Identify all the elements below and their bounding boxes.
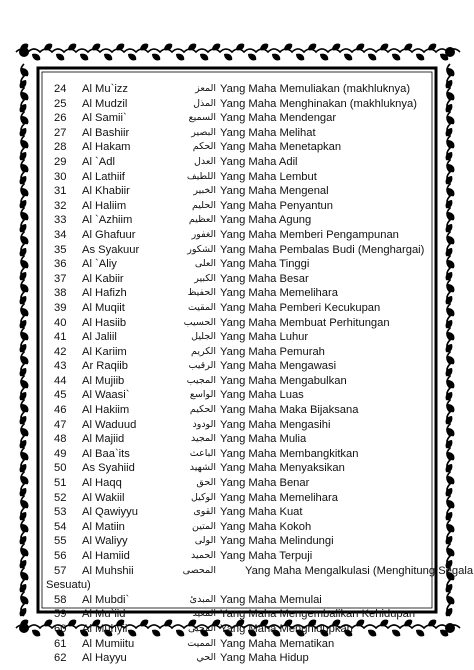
entry-number: 26 bbox=[54, 112, 67, 125]
entry-number: 45 bbox=[54, 389, 67, 402]
arabic-name: المجيب bbox=[186, 374, 216, 386]
list-item bbox=[54, 432, 454, 447]
latin-name: Al Mudzil bbox=[82, 97, 128, 110]
meaning-text: Yang Maha Penyantun bbox=[220, 199, 333, 212]
asmaul-husna-list bbox=[46, 82, 474, 666]
meaning-text: Yang Maha Menghinakan (makhluknya) bbox=[220, 97, 417, 110]
arabic-name: البصير bbox=[191, 126, 216, 138]
latin-name: Al `Aliy bbox=[82, 258, 117, 271]
latin-name: Al Hafizh bbox=[82, 287, 127, 300]
meaning-text: Yang Maha Adil bbox=[220, 155, 298, 168]
meaning-text: Yang Maha Pembalas Budi (Menghargai) bbox=[220, 243, 425, 256]
arabic-name: الكريم bbox=[191, 345, 216, 357]
meaning-text: Yang Maha Menyaksikan bbox=[220, 462, 345, 475]
entry-number: 56 bbox=[54, 550, 67, 562]
entry-number: 41 bbox=[54, 331, 67, 344]
meaning-text: Yang Maha Maka Bijaksana bbox=[220, 404, 359, 417]
latin-name: Al Mujiib bbox=[82, 374, 125, 387]
latin-name: Al Khabiir bbox=[82, 185, 130, 198]
arabic-name: الحميد bbox=[190, 550, 216, 561]
meaning-text: Yang Maha Memberi Pengampunan bbox=[220, 228, 399, 241]
latin-name: Al Muqiit bbox=[82, 301, 125, 314]
list-item bbox=[54, 374, 454, 389]
list-item bbox=[54, 243, 454, 258]
arabic-name: الشكور bbox=[187, 243, 216, 255]
arabic-name: المحصى bbox=[182, 564, 216, 576]
meaning-text: Yang Maha Mengasihi bbox=[220, 418, 331, 431]
meaning-continuation: Sesuatu) bbox=[46, 579, 91, 592]
entry-number: 62 bbox=[54, 652, 67, 665]
meaning-text: Yang Maha Mengawasi bbox=[220, 360, 337, 373]
meaning-text: Yang Maha Terpuji bbox=[220, 550, 313, 562]
arabic-name: الشهيد bbox=[189, 462, 216, 474]
arabic-name: المقيت bbox=[187, 301, 216, 313]
meaning-text: Yang Maha Memelihara bbox=[220, 287, 338, 300]
arabic-name: الحسيب bbox=[183, 316, 216, 328]
latin-name: Al Mubdi` bbox=[82, 593, 130, 606]
latin-name: Al Majiid bbox=[82, 433, 125, 446]
arabic-name: المذل bbox=[193, 97, 216, 109]
latin-name: Al Hakiim bbox=[82, 404, 130, 417]
meaning-text: Yang Maha Agung bbox=[220, 214, 312, 227]
latin-name: Al Waliyy bbox=[82, 535, 128, 548]
entry-number: 60 bbox=[54, 622, 67, 635]
latin-name: Al Mumiitu bbox=[82, 637, 135, 650]
meaning-text: Yang Maha Melihat bbox=[220, 126, 316, 139]
meaning-text: Yang Maha Melindungi bbox=[220, 535, 334, 548]
arabic-name: المجيد bbox=[190, 433, 216, 445]
entry-number: 59 bbox=[54, 608, 67, 621]
arabic-name: الكبير bbox=[194, 272, 216, 284]
latin-name: Ar Raqiib bbox=[82, 360, 129, 373]
arabic-name: السميع bbox=[188, 112, 216, 124]
meaning-text: Yang Maha Kokoh bbox=[220, 520, 312, 533]
latin-name: Al Muhyii bbox=[82, 622, 128, 635]
meaning-text: Yang Maha Luhur bbox=[220, 331, 309, 344]
entry-number: 61 bbox=[54, 637, 67, 650]
latin-name: Al Baa`its bbox=[82, 447, 130, 460]
arabic-name: الحفيظ bbox=[187, 287, 216, 299]
latin-name: Al Hamiid bbox=[82, 550, 130, 562]
list-item bbox=[54, 82, 454, 97]
list-item bbox=[54, 476, 454, 491]
arabic-name: الحي bbox=[196, 652, 216, 664]
meaning-text: Yang Maha Lembut bbox=[220, 170, 317, 183]
list-item bbox=[54, 359, 454, 374]
list-item bbox=[54, 388, 454, 403]
entry-number: 52 bbox=[54, 491, 67, 504]
list-item bbox=[54, 301, 454, 316]
meaning-text: Yang Maha Pemberi Kecukupan bbox=[220, 301, 381, 314]
entry-number: 47 bbox=[54, 418, 67, 431]
list-item bbox=[54, 97, 454, 112]
arabic-name: الولى bbox=[194, 535, 216, 547]
entry-number: 38 bbox=[54, 287, 67, 300]
list-item bbox=[54, 461, 454, 476]
list-item bbox=[54, 111, 454, 126]
latin-name: Al Ghafuur bbox=[82, 228, 136, 241]
meaning-text: Yang Maha Mengalkulasi (Menghitung Segala bbox=[245, 564, 474, 577]
meaning-text: Yang Maha Memuliakan (makhluknya) bbox=[220, 83, 411, 95]
entry-number: 25 bbox=[54, 97, 67, 110]
entry-number: 27 bbox=[54, 126, 67, 139]
meaning-text: Yang Maha Membuat Perhitungan bbox=[220, 316, 390, 329]
meaning-text: Yang Maha Memelihara bbox=[220, 491, 338, 504]
entry-number: 28 bbox=[54, 141, 67, 154]
list-item bbox=[54, 272, 454, 287]
arabic-name: القوى bbox=[193, 506, 216, 518]
list-item bbox=[54, 330, 454, 345]
latin-name: Al Waasi` bbox=[82, 389, 130, 402]
entry-number: 54 bbox=[54, 520, 67, 533]
meaning-text: Yang Maha Benar bbox=[220, 477, 310, 490]
entry-number: 58 bbox=[54, 593, 67, 606]
latin-name: Al Muhshii bbox=[82, 564, 134, 577]
entry-number: 44 bbox=[54, 374, 67, 387]
meaning-text: Yang Maha Mengenal bbox=[220, 185, 329, 198]
list-item bbox=[54, 622, 454, 637]
meaning-text: Yang Maha Besar bbox=[220, 272, 309, 285]
arabic-name: الحق bbox=[196, 477, 216, 489]
latin-name: As Syakuur bbox=[82, 243, 140, 256]
list-item bbox=[46, 564, 474, 593]
list-item bbox=[54, 593, 454, 608]
arabic-name: الخبير bbox=[193, 185, 216, 197]
list-item bbox=[54, 637, 454, 652]
list-item bbox=[54, 170, 454, 185]
list-item bbox=[54, 505, 454, 520]
entry-number: 55 bbox=[54, 535, 67, 548]
list-item bbox=[54, 345, 454, 360]
list-item bbox=[54, 228, 454, 243]
list-item bbox=[54, 184, 454, 199]
latin-name: Al `Adl bbox=[82, 155, 115, 168]
arabic-name: الحكيم bbox=[189, 404, 216, 416]
list-item bbox=[54, 418, 454, 433]
list-item bbox=[54, 126, 454, 141]
list-item bbox=[54, 491, 454, 506]
arabic-name: الباعث bbox=[189, 447, 216, 459]
entry-number: 24 bbox=[54, 83, 67, 95]
list-item bbox=[54, 199, 454, 214]
latin-name: Al Kariim bbox=[82, 345, 127, 358]
arabic-name: المعز bbox=[195, 83, 216, 94]
arabic-name: الحكم bbox=[192, 141, 216, 153]
latin-name: Al Wakiil bbox=[82, 491, 125, 504]
entry-number: 42 bbox=[54, 345, 67, 358]
meaning-text: Yang Maha Menghidupkan bbox=[220, 622, 353, 635]
arabic-name: الغفور bbox=[191, 228, 216, 240]
arabic-name: الواسع bbox=[189, 389, 216, 401]
entry-number: 31 bbox=[54, 185, 67, 198]
latin-name: Al Lathiif bbox=[82, 170, 125, 183]
entry-number: 29 bbox=[54, 155, 67, 168]
entry-number: 53 bbox=[54, 506, 67, 519]
latin-name: Al `Azhiim bbox=[82, 214, 133, 227]
list-item bbox=[54, 286, 454, 301]
arabic-name: المعيد bbox=[192, 608, 216, 620]
arabic-name: الحليم bbox=[191, 199, 216, 211]
latin-name: Al Qawiyyu bbox=[82, 506, 138, 519]
list-item bbox=[54, 257, 454, 272]
arabic-name: الودود bbox=[192, 418, 216, 430]
list-item bbox=[54, 534, 454, 549]
latin-name: Al Kabiir bbox=[82, 272, 124, 285]
meaning-text: Yang Maha Mengembalikan Kehidupan bbox=[220, 608, 416, 621]
list-item bbox=[54, 549, 454, 564]
list-item bbox=[54, 651, 454, 666]
latin-name: Al Mu`izz bbox=[82, 83, 128, 95]
list-item bbox=[54, 607, 454, 622]
meaning-text: Yang Maha Mengabulkan bbox=[220, 374, 347, 387]
latin-name: Al Matiin bbox=[82, 520, 125, 533]
entry-number: 50 bbox=[54, 462, 67, 475]
latin-name: Al Hayyu bbox=[82, 652, 127, 665]
entry-number: 40 bbox=[54, 316, 67, 329]
meaning-text: Yang Maha Mematikan bbox=[220, 637, 335, 650]
list-item bbox=[54, 316, 454, 331]
meaning-text: Yang Maha Memulai bbox=[220, 593, 322, 606]
entry-number: 57 bbox=[54, 564, 67, 577]
latin-name: Al Hakam bbox=[82, 141, 131, 154]
arabic-name: المحيى bbox=[188, 622, 216, 634]
entry-number: 46 bbox=[54, 404, 67, 417]
arabic-name: العدل bbox=[193, 155, 216, 167]
entry-number: 30 bbox=[54, 170, 67, 183]
latin-name: Al Mu`iid bbox=[82, 608, 126, 621]
latin-name: Al Jaliil bbox=[82, 331, 117, 344]
meaning-text: Yang Maha Kuat bbox=[220, 506, 303, 519]
latin-name: Al Waduud bbox=[82, 418, 137, 431]
list-item bbox=[54, 140, 454, 155]
entry-number: 32 bbox=[54, 199, 67, 212]
latin-name: Al Hasiib bbox=[82, 316, 127, 329]
arabic-name: المميت bbox=[187, 637, 216, 649]
entry-number: 36 bbox=[54, 258, 67, 271]
entry-number: 33 bbox=[54, 214, 67, 227]
latin-name: Al Haqq bbox=[82, 477, 122, 490]
meaning-text: Yang Maha Menetapkan bbox=[220, 141, 342, 154]
arabic-name: اللطيف bbox=[186, 170, 216, 182]
entry-number: 51 bbox=[54, 477, 67, 490]
arabic-name: المتين bbox=[192, 520, 216, 532]
list-item bbox=[54, 447, 454, 462]
entry-number: 35 bbox=[54, 243, 67, 256]
latin-name: Al Haliim bbox=[82, 199, 127, 212]
arabic-name: الرقيب bbox=[188, 360, 216, 372]
list-item bbox=[54, 213, 454, 228]
entry-number: 48 bbox=[54, 433, 67, 446]
entry-number: 34 bbox=[54, 228, 67, 241]
entry-number: 39 bbox=[54, 301, 67, 314]
latin-name: Al Bashiir bbox=[82, 126, 130, 139]
arabic-name: العلى bbox=[194, 258, 216, 270]
list-item bbox=[54, 403, 454, 418]
list-item bbox=[54, 520, 454, 535]
meaning-text: Yang Maha Mendengar bbox=[220, 112, 337, 125]
meaning-text: Yang Maha Mulia bbox=[220, 433, 307, 446]
meaning-text: Yang Maha Membangkitkan bbox=[220, 447, 359, 460]
meaning-text: Yang Maha Luas bbox=[220, 389, 304, 402]
latin-name: As Syahiid bbox=[82, 462, 135, 475]
arabic-name: الوكيل bbox=[190, 491, 216, 503]
arabic-name: الجليل bbox=[191, 331, 216, 343]
entry-number: 49 bbox=[54, 447, 67, 460]
latin-name: Al Samii` bbox=[82, 112, 127, 125]
meaning-text: Yang Maha Tinggi bbox=[220, 258, 310, 271]
meaning-text: Yang Maha Pemurah bbox=[220, 345, 325, 358]
entry-number: 37 bbox=[54, 272, 67, 285]
list-item bbox=[54, 155, 454, 170]
entry-number: 43 bbox=[54, 360, 67, 373]
arabic-name: المبدئ bbox=[189, 593, 216, 605]
arabic-name: العظيم bbox=[188, 214, 216, 226]
meaning-text: Yang Maha Hidup bbox=[220, 652, 309, 665]
